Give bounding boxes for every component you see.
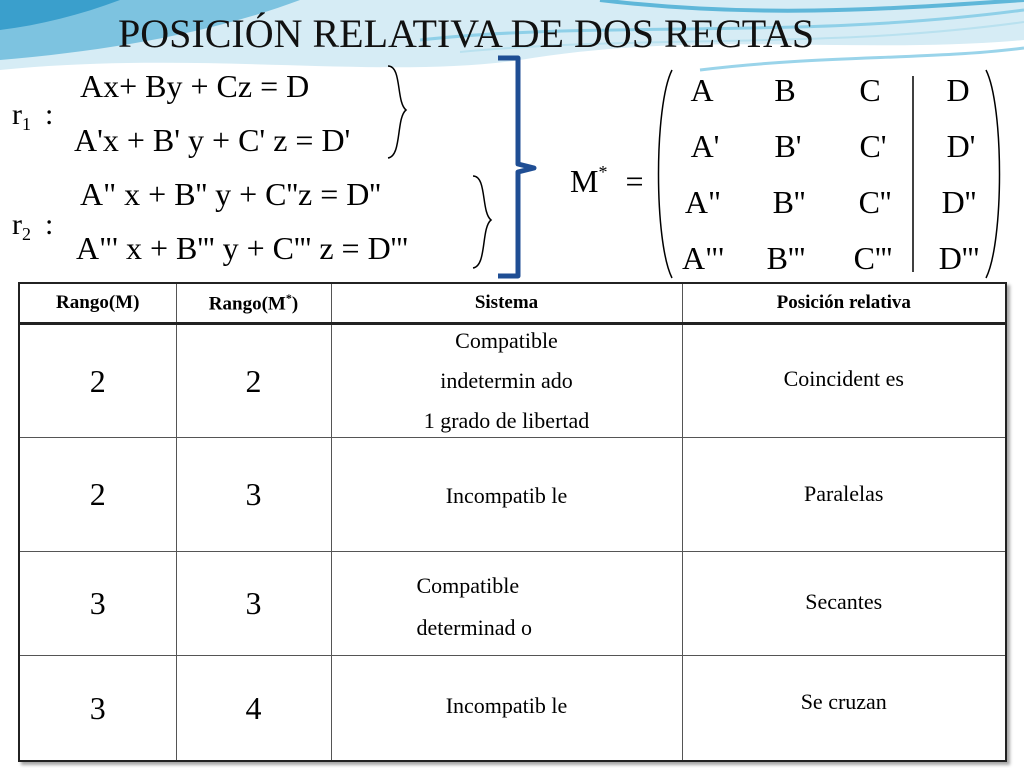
- cell-rango-m-star: 2: [176, 324, 331, 438]
- header-rango-m: Rango(M): [19, 283, 176, 324]
- table-header-row: [19, 283, 1006, 324]
- matrix-cell: A"': [682, 240, 724, 276]
- header-posicion: Posición relativa: [682, 283, 1006, 324]
- cell-rango-m: 3: [19, 656, 176, 762]
- cell-rango-m: 3: [19, 552, 176, 656]
- sistema-line: indetermin ado: [440, 368, 573, 393]
- matrix-cell: C': [859, 128, 887, 164]
- cell-posicion: [682, 438, 1006, 552]
- cell-rango-m-star: 4: [176, 656, 331, 762]
- cell-posicion: [682, 324, 1006, 438]
- matrix-cell: D: [946, 72, 970, 108]
- cell-posicion: [682, 552, 1006, 656]
- matrix-cell: D'': [941, 184, 977, 220]
- matrix-cell: A: [690, 72, 714, 108]
- header-sistema: Sistema: [331, 283, 682, 324]
- sistema-line: 1 grado de libertad: [423, 408, 590, 433]
- matrix-cell: C''': [853, 240, 893, 276]
- r1-brace: [380, 62, 420, 162]
- cell-rango-m-star: 3: [176, 438, 331, 552]
- cell-rango-m-star: 3: [176, 552, 331, 656]
- equation-4: A"' x + B''' y + C''' z = D''': [76, 230, 408, 266]
- rank-table: [18, 282, 1007, 762]
- sistema-line: Compatible: [455, 328, 558, 353]
- page-title: POSICIÓN RELATIVA DE DOS RECTAS: [118, 11, 815, 56]
- r1-label: $r_1$ :: [12, 98, 54, 134]
- matrix-cell: C'': [858, 184, 892, 220]
- matrix-cell: B': [774, 128, 802, 164]
- sistema-line: Compatible: [416, 573, 520, 598]
- equation-3: A" x + B'' y + C''z = D'': [80, 176, 381, 212]
- cell-sistema: [331, 324, 682, 438]
- cell-posicion: [682, 656, 1006, 762]
- equation-2: A'x + B' y + C' z = D': [74, 122, 351, 158]
- matrix-label: M* =: [570, 162, 644, 199]
- cell-sistema: [331, 656, 682, 762]
- posicion-text: Se cruzan: [800, 689, 887, 714]
- header-rango-m-star: Rango(M*): [176, 283, 331, 324]
- matrix-cell: B: [774, 72, 796, 108]
- sistema-line: Incompatib le: [445, 693, 568, 718]
- matrix-cell: B'': [772, 184, 806, 220]
- cell-rango-m: 2: [19, 438, 176, 552]
- sistema-line: Incompatib le: [445, 483, 568, 508]
- cell-sistema: [331, 552, 682, 656]
- equation-1: Ax+ By + Cz = D: [80, 68, 310, 104]
- matrix-cell: D': [946, 128, 976, 164]
- posicion-text: Secantes: [805, 589, 883, 614]
- matrix-cell: B''': [766, 240, 806, 276]
- table-row: [19, 438, 1006, 552]
- matrix-cell: A": [684, 184, 722, 220]
- matrix-cell: C: [859, 72, 881, 108]
- posicion-text: Coincident es: [783, 366, 904, 391]
- sistema-line: determinad o: [416, 615, 532, 640]
- matrix-cell: A': [690, 128, 720, 164]
- table-row: [19, 656, 1006, 762]
- table-row: [19, 552, 1006, 656]
- big-brace: [492, 52, 552, 282]
- cell-rango-m: 2: [19, 324, 176, 438]
- r2-label: $r_2$ :: [12, 208, 54, 244]
- posicion-text: Paralelas: [804, 481, 884, 506]
- cell-sistema: [331, 438, 682, 552]
- table-row: [19, 324, 1006, 438]
- matrix-cell: D''': [938, 240, 980, 276]
